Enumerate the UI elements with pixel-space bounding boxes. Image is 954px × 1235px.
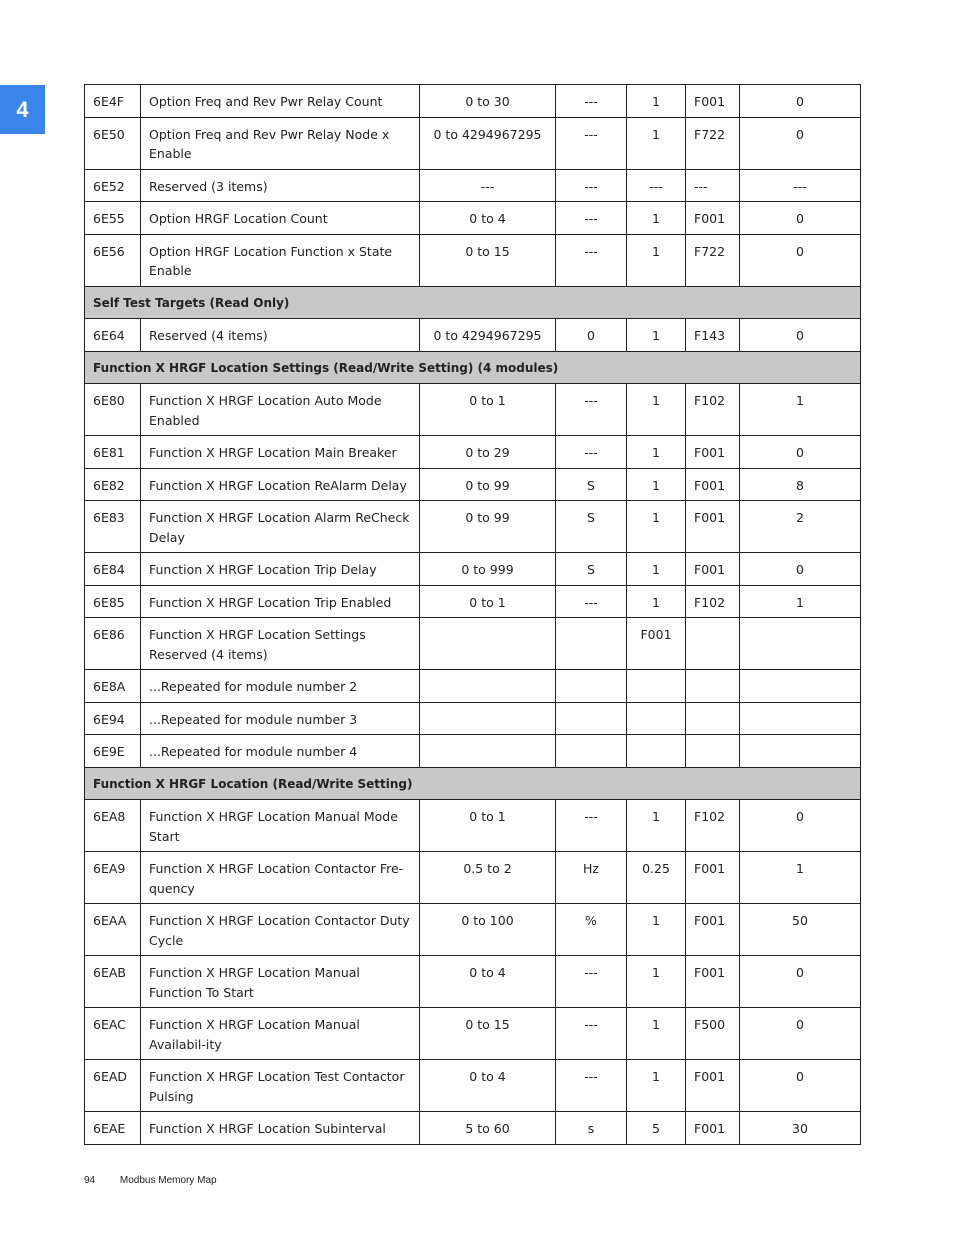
- range-cell: [420, 702, 556, 735]
- address-cell: 6EAB: [85, 956, 141, 1008]
- description-cell: Reserved (4 items): [141, 319, 420, 352]
- units-cell: s: [556, 1112, 627, 1145]
- step-cell: ---: [627, 169, 686, 202]
- address-cell: 6E8A: [85, 670, 141, 703]
- step-cell: 1: [627, 436, 686, 469]
- default-cell: 2: [740, 501, 861, 553]
- address-cell: 6E4F: [85, 85, 141, 118]
- format-cell: ---: [686, 169, 740, 202]
- address-cell: 6E85: [85, 585, 141, 618]
- range-cell: [420, 618, 556, 670]
- section-header: Self Test Targets (Read Only): [85, 286, 861, 319]
- format-cell: F001: [686, 468, 740, 501]
- range-cell: 0 to 4: [420, 1060, 556, 1112]
- address-cell: 6EAD: [85, 1060, 141, 1112]
- description-cell: Function X HRGF Location Trip Delay: [141, 553, 420, 586]
- format-cell: [686, 618, 740, 670]
- default-cell: 0: [740, 1008, 861, 1060]
- step-cell: 1: [627, 800, 686, 852]
- default-cell: [740, 735, 861, 768]
- table-row: [85, 670, 861, 703]
- default-cell: ---: [740, 169, 861, 202]
- format-cell: F500: [686, 1008, 740, 1060]
- units-cell: ---: [556, 384, 627, 436]
- units-cell: [556, 702, 627, 735]
- address-cell: 6EAC: [85, 1008, 141, 1060]
- range-cell: ---: [420, 169, 556, 202]
- units-cell: [556, 618, 627, 670]
- description-cell: Function X HRGF Location Contactor Duty Cycle: [141, 904, 420, 956]
- units-cell: [556, 670, 627, 703]
- format-cell: F143: [686, 319, 740, 352]
- step-cell: [627, 702, 686, 735]
- units-cell: ---: [556, 1060, 627, 1112]
- address-cell: 6E56: [85, 234, 141, 286]
- units-cell: 0: [556, 319, 627, 352]
- default-cell: 8: [740, 468, 861, 501]
- default-cell: [740, 702, 861, 735]
- table-row: [85, 735, 861, 768]
- step-cell: 1: [627, 904, 686, 956]
- table-row: [85, 956, 861, 1008]
- description-cell: Option Freq and Rev Pwr Relay Count: [141, 85, 420, 118]
- default-cell: 0: [740, 1060, 861, 1112]
- section-header-row: [85, 767, 861, 800]
- table-row: [85, 1008, 861, 1060]
- units-cell: ---: [556, 436, 627, 469]
- format-cell: F001: [686, 852, 740, 904]
- range-cell: 0 to 1: [420, 800, 556, 852]
- default-cell: 1: [740, 384, 861, 436]
- default-cell: 1: [740, 585, 861, 618]
- address-cell: 6E64: [85, 319, 141, 352]
- format-cell: [686, 670, 740, 703]
- description-cell: ...Repeated for module number 4: [141, 735, 420, 768]
- description-cell: Function X HRGF Location Settings Reserved (4 items): [141, 618, 420, 670]
- table-row: [85, 202, 861, 235]
- range-cell: 0 to 4294967295: [420, 319, 556, 352]
- default-cell: 0: [740, 436, 861, 469]
- format-cell: F722: [686, 234, 740, 286]
- default-cell: 0: [740, 800, 861, 852]
- range-cell: 0 to 100: [420, 904, 556, 956]
- table-row: [85, 702, 861, 735]
- section-header-row: [85, 351, 861, 384]
- default-cell: 0: [740, 553, 861, 586]
- address-cell: 6E9E: [85, 735, 141, 768]
- units-cell: ---: [556, 956, 627, 1008]
- units-cell: S: [556, 553, 627, 586]
- step-cell: [627, 735, 686, 768]
- format-cell: F001: [686, 1060, 740, 1112]
- format-cell: F001: [686, 904, 740, 956]
- units-cell: [556, 735, 627, 768]
- table-row: [85, 169, 861, 202]
- units-cell: ---: [556, 585, 627, 618]
- page-footer: [84, 1175, 239, 1186]
- default-cell: [740, 670, 861, 703]
- units-cell: ---: [556, 169, 627, 202]
- step-cell: 1: [627, 501, 686, 553]
- step-cell: 1: [627, 553, 686, 586]
- modbus-memory-map-table: [84, 84, 861, 1145]
- table-row: [85, 117, 861, 169]
- step-cell: 0.25: [627, 852, 686, 904]
- default-cell: 30: [740, 1112, 861, 1145]
- address-cell: 6E82: [85, 468, 141, 501]
- range-cell: 0 to 30: [420, 85, 556, 118]
- chapter-tab: 4: [0, 85, 45, 134]
- table-row: [85, 1112, 861, 1145]
- default-cell: [740, 618, 861, 670]
- description-cell: Function X HRGF Location Alarm ReCheck Delay: [141, 501, 420, 553]
- default-cell: 0: [740, 956, 861, 1008]
- default-cell: 0: [740, 117, 861, 169]
- table-row: [85, 1060, 861, 1112]
- units-cell: ---: [556, 85, 627, 118]
- step-cell: 1: [627, 585, 686, 618]
- format-cell: F722: [686, 117, 740, 169]
- range-cell: 0 to 99: [420, 501, 556, 553]
- table-row: [85, 585, 861, 618]
- range-cell: 0 to 15: [420, 234, 556, 286]
- table-body: [85, 85, 861, 1145]
- step-cell: 1: [627, 202, 686, 235]
- range-cell: 0 to 4: [420, 202, 556, 235]
- step-cell: 1: [627, 956, 686, 1008]
- range-cell: [420, 670, 556, 703]
- units-cell: ---: [556, 117, 627, 169]
- section-header: Function X HRGF Location Settings (Read/Write Setting) (4 modules): [85, 351, 861, 384]
- step-cell: 1: [627, 85, 686, 118]
- default-cell: 0: [740, 202, 861, 235]
- default-cell: 50: [740, 904, 861, 956]
- table-row: [85, 319, 861, 352]
- default-cell: 0: [740, 234, 861, 286]
- units-cell: %: [556, 904, 627, 956]
- format-cell: F001: [686, 501, 740, 553]
- format-cell: F001: [686, 85, 740, 118]
- units-cell: ---: [556, 234, 627, 286]
- units-cell: ---: [556, 1008, 627, 1060]
- format-cell: [686, 702, 740, 735]
- units-cell: Hz: [556, 852, 627, 904]
- description-cell: Option Freq and Rev Pwr Relay Node x Enable: [141, 117, 420, 169]
- table-row: [85, 436, 861, 469]
- range-cell: 0 to 4294967295: [420, 117, 556, 169]
- step-cell: 5: [627, 1112, 686, 1145]
- step-cell: 1: [627, 1060, 686, 1112]
- format-cell: F001: [686, 436, 740, 469]
- range-cell: 0 to 1: [420, 585, 556, 618]
- table-row: [85, 234, 861, 286]
- description-cell: ...Repeated for module number 3: [141, 702, 420, 735]
- table-row: [85, 618, 861, 670]
- default-cell: 0: [740, 319, 861, 352]
- description-cell: Function X HRGF Location Test Contactor Pulsing: [141, 1060, 420, 1112]
- description-cell: Function X HRGF Location Manual Mode Start: [141, 800, 420, 852]
- address-cell: 6E84: [85, 553, 141, 586]
- range-cell: 0 to 99: [420, 468, 556, 501]
- step-cell: F001: [627, 618, 686, 670]
- table-row: [85, 852, 861, 904]
- section-header: Function X HRGF Location (Read/Write Setting): [85, 767, 861, 800]
- default-cell: 0: [740, 85, 861, 118]
- address-cell: 6E86: [85, 618, 141, 670]
- range-cell: 0 to 29: [420, 436, 556, 469]
- format-cell: [686, 735, 740, 768]
- address-cell: 6E80: [85, 384, 141, 436]
- units-cell: S: [556, 468, 627, 501]
- step-cell: 1: [627, 117, 686, 169]
- format-cell: F001: [686, 202, 740, 235]
- description-cell: Function X HRGF Location Subinterval: [141, 1112, 420, 1145]
- table-row: [85, 800, 861, 852]
- description-cell: Function X HRGF Location Manual Availabil-ity: [141, 1008, 420, 1060]
- description-cell: ...Repeated for module number 2: [141, 670, 420, 703]
- range-cell: 0.5 to 2: [420, 852, 556, 904]
- address-cell: 6EA8: [85, 800, 141, 852]
- step-cell: 1: [627, 384, 686, 436]
- step-cell: 1: [627, 1008, 686, 1060]
- units-cell: S: [556, 501, 627, 553]
- table-row: [85, 904, 861, 956]
- description-cell: Function X HRGF Location Main Breaker: [141, 436, 420, 469]
- step-cell: 1: [627, 468, 686, 501]
- range-cell: [420, 735, 556, 768]
- table-row: [85, 553, 861, 586]
- format-cell: F102: [686, 585, 740, 618]
- description-cell: Function X HRGF Location Manual Function To Start: [141, 956, 420, 1008]
- range-cell: 0 to 999: [420, 553, 556, 586]
- description-cell: Function X HRGF Location Contactor Fre-quency: [141, 852, 420, 904]
- description-cell: Function X HRGF Location ReAlarm Delay: [141, 468, 420, 501]
- format-cell: F102: [686, 800, 740, 852]
- footer-section-title: Modbus Memory Map: [119, 1175, 217, 1186]
- range-cell: 0 to 1: [420, 384, 556, 436]
- format-cell: F001: [686, 1112, 740, 1145]
- units-cell: ---: [556, 202, 627, 235]
- step-cell: [627, 670, 686, 703]
- page-number: 94: [84, 1175, 96, 1186]
- default-cell: 1: [740, 852, 861, 904]
- description-cell: Reserved (3 items): [141, 169, 420, 202]
- address-cell: 6EA9: [85, 852, 141, 904]
- table-row: [85, 384, 861, 436]
- section-header-row: [85, 286, 861, 319]
- address-cell: 6E55: [85, 202, 141, 235]
- address-cell: 6E81: [85, 436, 141, 469]
- format-cell: F001: [686, 956, 740, 1008]
- address-cell: 6EAA: [85, 904, 141, 956]
- step-cell: 1: [627, 319, 686, 352]
- step-cell: 1: [627, 234, 686, 286]
- range-cell: 0 to 4: [420, 956, 556, 1008]
- address-cell: 6E50: [85, 117, 141, 169]
- units-cell: ---: [556, 800, 627, 852]
- address-cell: 6E83: [85, 501, 141, 553]
- description-cell: Option HRGF Location Function x State Enable: [141, 234, 420, 286]
- address-cell: 6E94: [85, 702, 141, 735]
- table-row: [85, 501, 861, 553]
- range-cell: 5 to 60: [420, 1112, 556, 1145]
- address-cell: 6E52: [85, 169, 141, 202]
- description-cell: Function X HRGF Location Trip Enabled: [141, 585, 420, 618]
- description-cell: Option HRGF Location Count: [141, 202, 420, 235]
- address-cell: 6EAE: [85, 1112, 141, 1145]
- range-cell: 0 to 15: [420, 1008, 556, 1060]
- table-row: [85, 85, 861, 118]
- description-cell: Function X HRGF Location Auto Mode Enabled: [141, 384, 420, 436]
- table-row: [85, 468, 861, 501]
- format-cell: F001: [686, 553, 740, 586]
- format-cell: F102: [686, 384, 740, 436]
